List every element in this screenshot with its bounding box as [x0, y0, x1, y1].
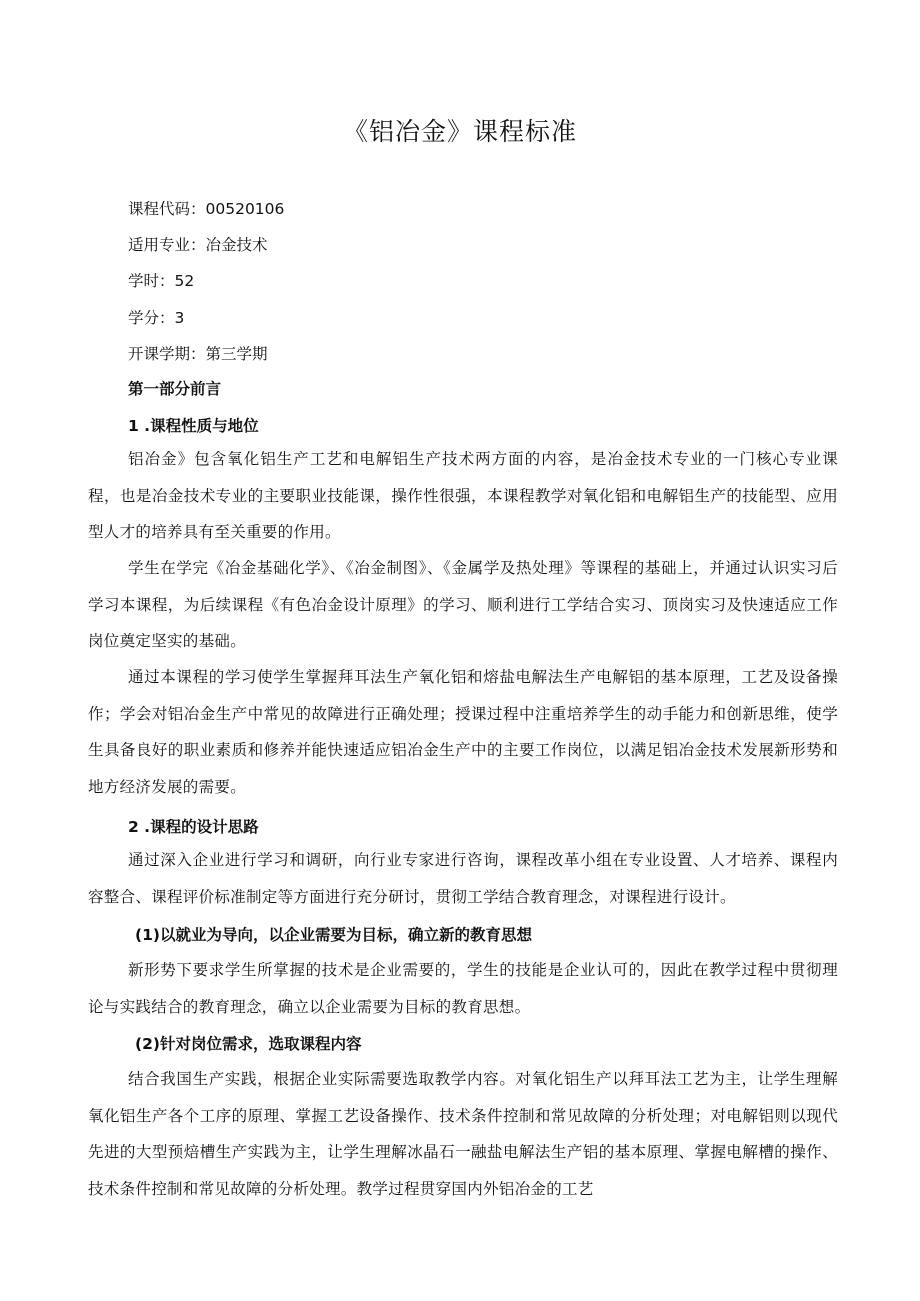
part1-heading: 第一部分前言	[128, 380, 222, 398]
credits: 学分：3	[128, 309, 185, 327]
course-code: 课程代码：00520106	[128, 200, 285, 218]
subsection2-paragraph: 结合我国生产实践，根据企业实际需要选取教学内容。对氧化铝生产以拜耳法工艺为主，让学生理解氧化铝生产各个工序的原理、掌握工艺设备操作、技术条件控制和常见故障的分析处理；对电解铝则以现代先进的大型预焙槽生产实践为主，让学生理解冰晶石一融盐电解法生产铝的基本原理、掌握电解槽的操作、技术条件控制和常见故障的分析处理。教学过程贯穿国内外铝冶金的工艺	[88, 1070, 838, 1198]
section1-paragraph-3: 通过本课程的学习使学生掌握拜耳法生产氧化铝和熔盐电解法生产电解铝的基本原理，工艺及设备操作；学会对铝冶金生产中常见的故障进行正确处理；授课过程中注重培养学生的动手能力和创新思维，使学生具备良好的职业素质和修养并能快速适应铝冶金生产中的主要工作岗位，以满足铝冶金技术发展新形势和地方经济发展的需要。	[88, 668, 838, 796]
section1-paragraph-1: 铝冶金》包含氧化铝生产工艺和电解铝生产技术两方面的内容，是冶金技术专业的一门核心专业课程，也是冶金技术专业的主要职业技能课，操作性很强，本课程教学对氧化铝和电解铝生产的技能型、应用型人才的培养具有至关重要的作用。	[88, 450, 838, 541]
section2-paragraph: 通过深入企业进行学习和调研，向行业专家进行咨询，课程改革小组在专业设置、人才培养、课程内容整合、课程评价标准制定等方面进行充分研讨，贯彻工学结合教育理念，对课程进行设计。	[88, 851, 838, 906]
class-hours: 学时：52	[128, 272, 195, 290]
semester: 开课学期：第三学期	[128, 345, 268, 363]
subsection1-paragraph: 新形势下要求学生所掌握的技术是企业需要的，学生的技能是企业认可的，因此在教学过程中贯彻理论与实践结合的教育理念，确立以企业需要为目标的教育思想。	[88, 961, 838, 1016]
subsection2-heading: (2)针对岗位需求，选取课程内容	[135, 1035, 362, 1053]
subsection1-heading: (1)以就业为导向，以企业需要为目标，确立新的教育思想	[135, 926, 532, 944]
section2-heading: 2 .课程的设计思路	[128, 818, 259, 836]
section1-heading: 1 .课程性质与地位	[128, 417, 259, 435]
section1-paragraph-2: 学生在学完《冶金基础化学》、《冶金制图》、《金属学及热处理》等课程的基础上，并通过认识实习后学习本课程，为后续课程《有色冶金设计原理》的学习、顺利进行工学结合实习、顶岗实习及快速适应工作岗位奠定坚实的基础。	[88, 559, 838, 650]
applicable-major: 适用专业：冶金技术	[128, 236, 268, 254]
document-title: 《铝冶金》课程标准	[342, 117, 577, 146]
